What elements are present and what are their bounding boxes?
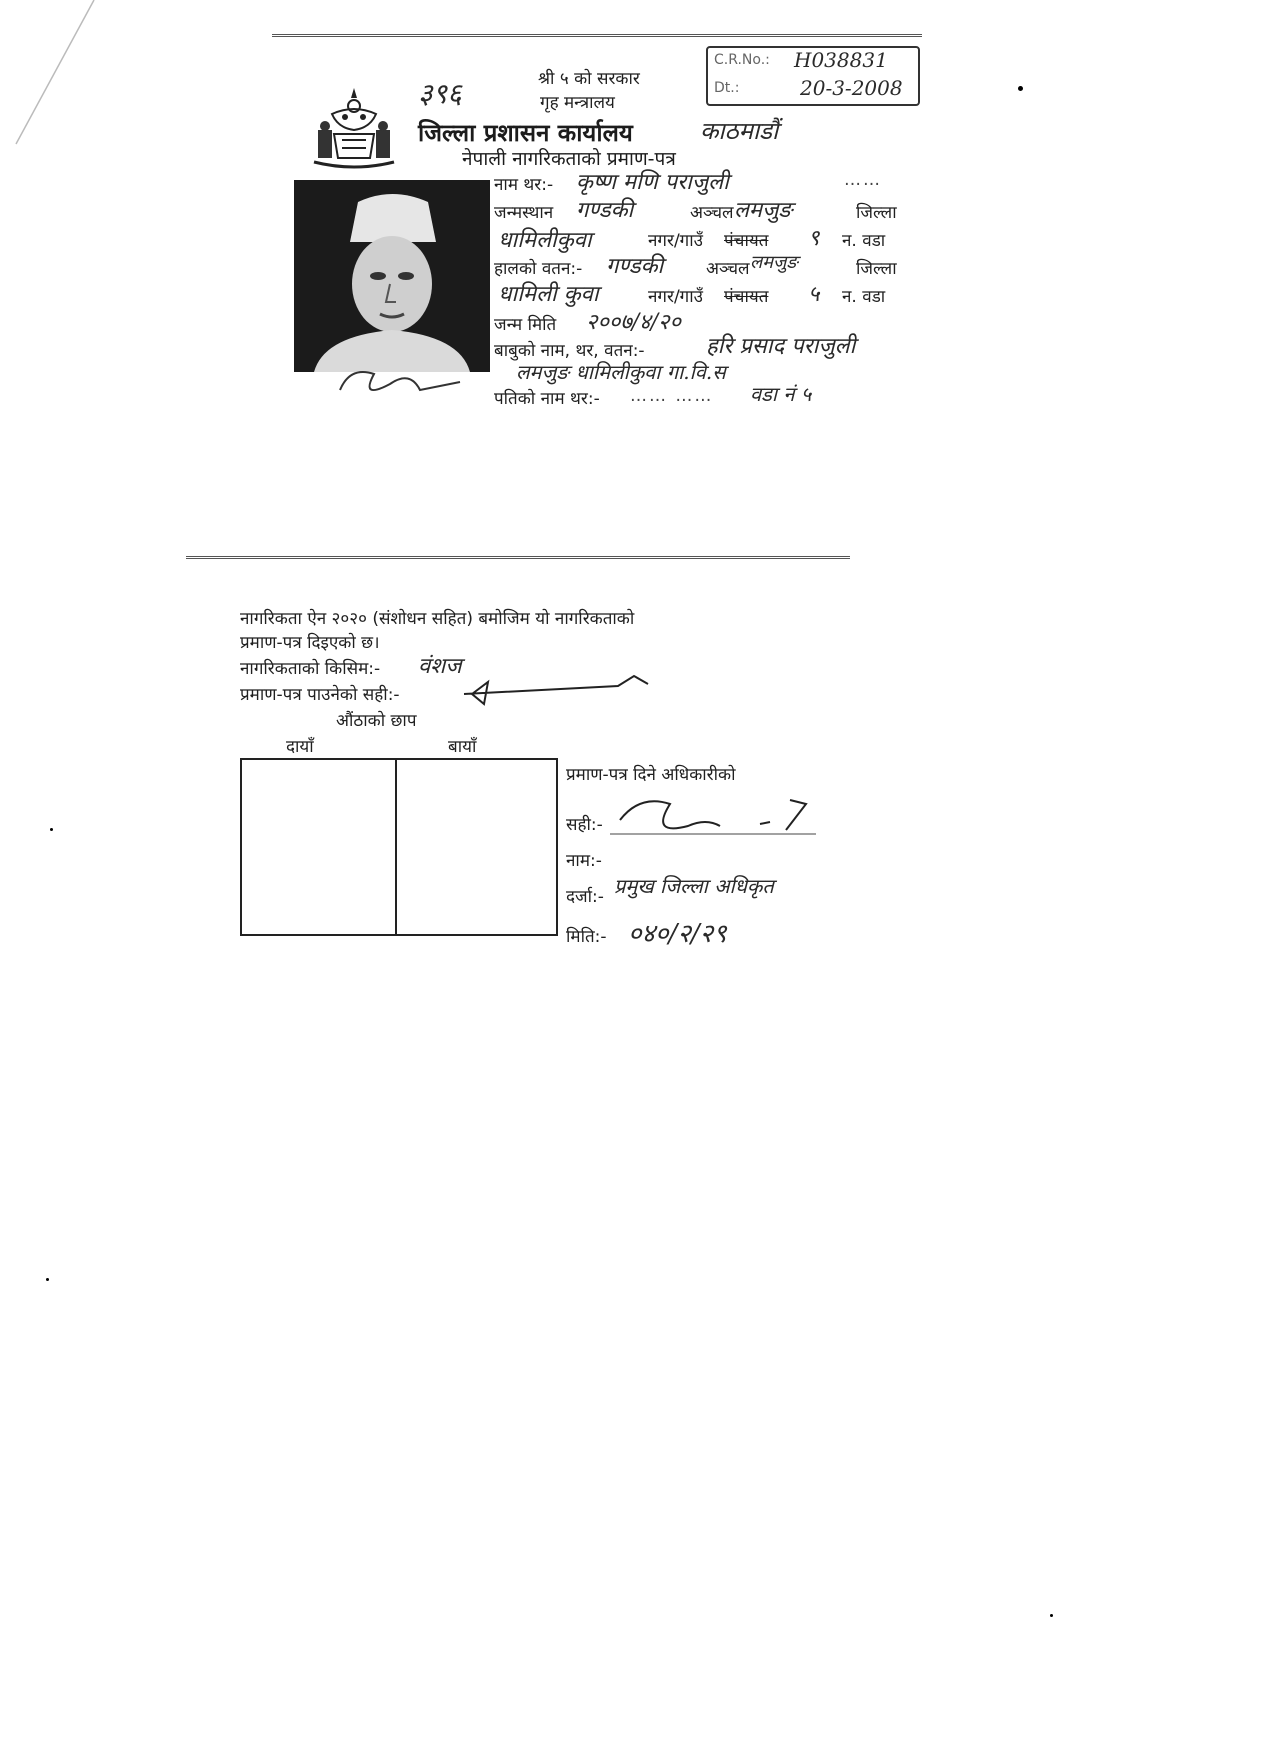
father-address: लमजुङ धामिलीकुवा गा.वि.स (516, 360, 726, 384)
act-text-line2: प्रमाण-पत्र दिइएको छ। (240, 633, 380, 653)
issuer-signature-label: सही:- (566, 815, 603, 835)
father-label: बाबुको नाम, थर, वतन:- (494, 341, 645, 361)
right-thumb-label: दायाँ (286, 737, 314, 757)
birthplace-label: जन्मस्थान (494, 203, 554, 223)
recipient-signature-icon (458, 672, 658, 716)
vdc-word: पंचायत (724, 231, 769, 251)
issuer-signature-icon (610, 790, 820, 844)
government-header: श्री ५ को सरकार (538, 69, 640, 89)
current-village-word: नगर/गाउँ (648, 287, 703, 307)
current-zone: गण्डकी (606, 254, 664, 279)
designation-value: प्रमुख जिल्ला अधिकृत (614, 874, 774, 898)
thumbprint-label: औंठाको छाप (336, 711, 417, 731)
register-number: ३९६ (418, 77, 462, 110)
office-place: काठमाडौं (700, 117, 779, 145)
village-word: नगर/गाउँ (648, 231, 703, 251)
dotted-leader: …… (844, 170, 882, 190)
issue-date-value: ०४०/२/२९ (628, 919, 727, 949)
scan-speck (46, 1278, 49, 1281)
dob-value: २००७/४/२० (586, 310, 681, 335)
cr-stamp (706, 46, 920, 106)
cr-date-label: Dt.: (714, 80, 740, 96)
back-card-top-edge (186, 556, 850, 559)
current-district-word: जिल्ला (856, 259, 897, 279)
certificate-title: नेपाली नागरिकताको प्रमाण-पत्र (462, 148, 676, 170)
recipient-signature-label: प्रमाण-पत्र पाउनेको सही:- (240, 685, 400, 705)
citizenship-type-value: वंशज (418, 654, 462, 679)
act-text-line1: नागरिकता ऐन २०२० (संशोधन सहित) बमोजिम यो नागरिकताको (240, 609, 635, 629)
cr-number-label: C.R.No.: (714, 52, 770, 68)
birthplace-district: लमजुङ (734, 198, 793, 223)
current-zone-word: अञ्चल (706, 259, 750, 279)
current-district: लमजुङ (750, 252, 798, 273)
zone-word: अञ्चल (690, 203, 734, 223)
thumbprint-box-left (395, 758, 558, 936)
name-value: कृष्ण मणि पराजुली (576, 170, 729, 195)
father-value: हरि प्रसाद पराजुली (706, 334, 856, 359)
scan-speck (1050, 1614, 1053, 1617)
spouse-dots: …… …… (630, 386, 714, 406)
birthplace-zone: गण्डकी (576, 198, 634, 223)
current-vdc-word: पंचायत (724, 287, 769, 307)
office-header: जिल्ला प्रशासन कार्यालय (418, 119, 633, 147)
coat-of-arms-icon (312, 84, 396, 172)
thumbprint-box-right (240, 758, 397, 936)
issuer-name-label: नाम:- (566, 851, 602, 871)
birthplace-ward: ९ (808, 226, 820, 251)
designation-label: दर्जा:- (566, 887, 604, 907)
photo-signature-icon (330, 360, 470, 404)
ward-word: न. वडा (842, 231, 886, 251)
holder-photo (294, 180, 490, 372)
current-ward: ५ (808, 282, 820, 307)
issuer-label: प्रमाण-पत्र दिने अधिकारीको (566, 765, 736, 785)
spouse-value: वडा नं ५ (750, 382, 812, 406)
current-ward-word: न. वडा (842, 287, 886, 307)
cr-number-value: H038831 (794, 48, 888, 72)
front-card-top-edge (272, 34, 922, 37)
district-word: जिल्ला (856, 203, 897, 223)
birthplace-village: धामिलीकुवा (498, 228, 592, 253)
dob-label: जन्म मिति (494, 315, 557, 335)
current-village: धामिली कुवा (498, 282, 599, 307)
ministry-header: गृह मन्त्रालय (540, 93, 615, 113)
current-address-label: हालको वतन:- (494, 259, 583, 279)
spouse-label: पतिको नाम थर:- (494, 389, 600, 409)
scan-speck (50, 828, 53, 831)
cr-date-value: 20-3-2008 (800, 76, 903, 100)
scan-edge-line (10, 0, 100, 150)
left-thumb-label: बायाँ (448, 737, 477, 757)
name-label: नाम थर:- (494, 175, 554, 195)
citizenship-type-label: नागरिकताको किसिम:- (240, 659, 381, 679)
portrait-icon (294, 180, 490, 372)
issue-date-label: मिति:- (566, 927, 607, 947)
scan-speck (1018, 86, 1023, 91)
